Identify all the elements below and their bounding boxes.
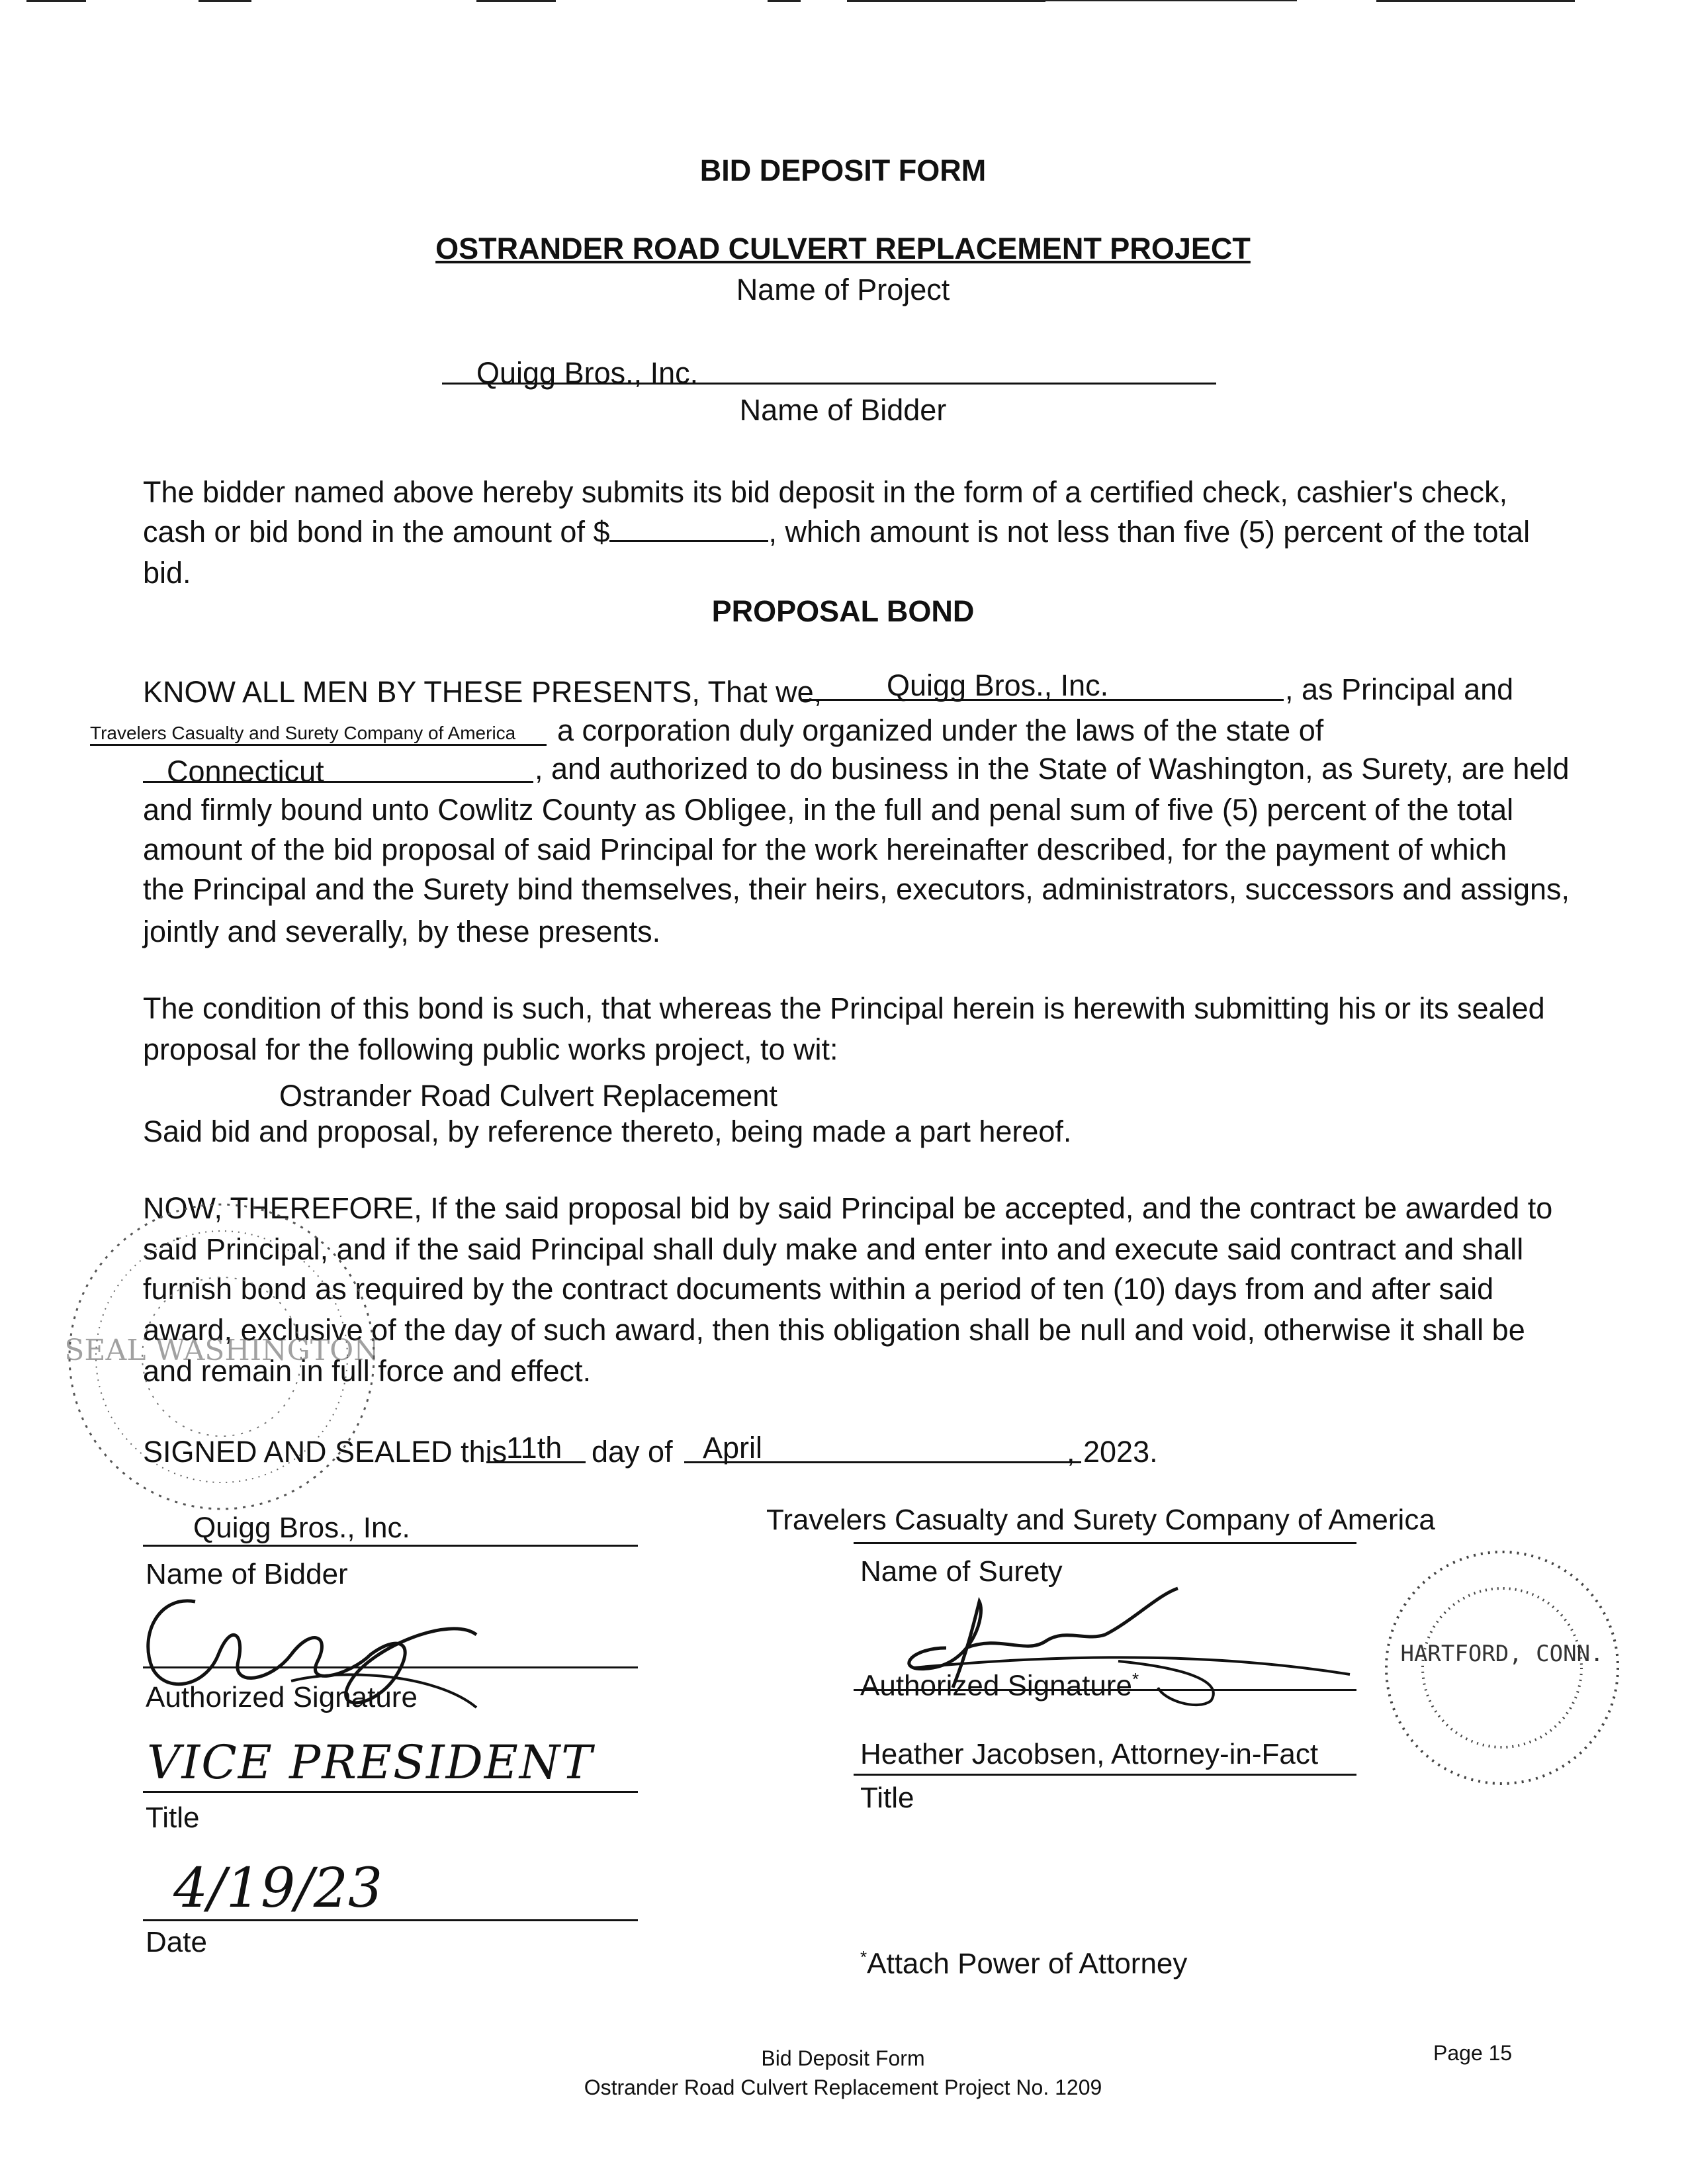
bond-line: amount of the bid proposal of said Principal for the work hereinafter described, for the payment of which bbox=[143, 833, 1507, 866]
note-text: Attach Power of Attorney bbox=[867, 1947, 1188, 1980]
principal-underline bbox=[801, 699, 1284, 701]
reference-line: Said bid and proposal, by reference thereto, being made a part hereof. bbox=[143, 1115, 1072, 1148]
bidder-caption: Name of Bidder bbox=[739, 393, 947, 427]
condition-line: The condition of this bond is such, that whereas the Principal herein is herewith submitting his or its sealed bbox=[143, 991, 1545, 1025]
left-date-caption: Date bbox=[146, 1926, 207, 1958]
footer-line2: Ostrander Road Culvert Replacement Project No. 1209 bbox=[584, 2075, 1102, 2099]
project-caption: Name of Project bbox=[736, 273, 950, 306]
therefore-line: furnish bond as required by the contract documents within a period of ten (10) days from and after said bbox=[143, 1272, 1494, 1306]
amount-field[interactable] bbox=[609, 518, 768, 542]
signed-year: , 2023. bbox=[1067, 1435, 1158, 1469]
right-title-value: Heather Jacobsen, Attorney-in-Fact bbox=[860, 1738, 1319, 1770]
scan-mark bbox=[1045, 0, 1297, 1]
right-surety-underline bbox=[854, 1542, 1356, 1544]
corporate-seal bbox=[46, 1185, 397, 1529]
scan-mark bbox=[199, 0, 251, 2]
principal-value: Quigg Bros., Inc. bbox=[887, 668, 1109, 702]
right-surety-value: Travelers Casualty and Surety Company of America bbox=[766, 1504, 1435, 1536]
signed-prefix: SIGNED AND SEALED this bbox=[143, 1435, 508, 1469]
surety-seal bbox=[1370, 1542, 1634, 1800]
bond-line: and firmly bound unto Cowlitz County as Obligee, in the full and penal sum of five (5) percent of the total bbox=[143, 793, 1514, 827]
know-suffix: , as Principal and bbox=[1285, 672, 1514, 706]
left-signature-caption: Authorized Signature bbox=[146, 1681, 418, 1713]
therefore-line: and remain in full force and effect. bbox=[143, 1354, 592, 1388]
left-title-underline bbox=[143, 1791, 638, 1793]
state-suffix: , and authorized to do business in the State of Washington, as Surety, are held bbox=[535, 752, 1570, 786]
corporation-text: a corporation duly organized under the laws of the state of bbox=[557, 713, 1324, 747]
left-title-caption: Title bbox=[146, 1801, 200, 1834]
day-underline bbox=[486, 1461, 586, 1463]
scan-mark bbox=[1376, 0, 1575, 2]
scan-mark bbox=[476, 0, 556, 2]
therefore-line: said Principal, and if the said Principal shall duly make and enter into and execute said contract and shall bbox=[143, 1232, 1524, 1266]
right-signature-caption: Authorized Signature bbox=[860, 1669, 1132, 1702]
left-signature-underline bbox=[143, 1666, 638, 1668]
surety-seal-text: HARTFORD, CONN. bbox=[1400, 1641, 1604, 1667]
deposit-amount-prefix: cash or bid bond in the amount of $ bbox=[143, 515, 610, 549]
corporate-seal-text: SEAL WASHINGTON bbox=[64, 1334, 379, 1367]
deposit-line3: bid. bbox=[143, 556, 191, 590]
left-title-value: VICE PRESIDENT bbox=[147, 1735, 594, 1790]
deposit-line2 bbox=[143, 515, 1530, 549]
bidder-name-value: Quigg Bros., Inc. bbox=[476, 356, 699, 390]
state-underline bbox=[143, 781, 533, 783]
power-of-attorney-note bbox=[860, 1947, 1187, 1981]
right-surety-caption: Name of Surety bbox=[860, 1555, 1063, 1588]
project-title: OSTRANDER ROAD CULVERT REPLACEMENT PROJECT bbox=[435, 232, 1251, 265]
left-bidder-caption: Name of Bidder bbox=[146, 1558, 348, 1590]
bond-line: jointly and severally, by these presents. bbox=[143, 915, 661, 948]
condition-line: proposal for the following public works project, to wit: bbox=[143, 1032, 838, 1066]
left-bidder-value: Quigg Bros., Inc. bbox=[193, 1512, 410, 1544]
left-date-underline bbox=[143, 1919, 638, 1921]
state-value: Connecticut bbox=[167, 754, 324, 788]
know-prefix: KNOW ALL MEN BY THESE PRESENTS, That we, bbox=[143, 675, 822, 709]
deposit-amount-suffix: , which amount is not less than five (5) percent of the total bbox=[768, 515, 1531, 549]
note-asterisk: * bbox=[860, 1947, 867, 1967]
surety-inline-underline bbox=[90, 744, 547, 746]
deposit-intro: The bidder named above hereby submits its bid deposit in the form of a certified check, cashier's check, bbox=[143, 475, 1508, 509]
left-bidder-underline bbox=[143, 1545, 638, 1547]
right-title-caption: Title bbox=[860, 1782, 914, 1814]
signed-day-of: day of bbox=[592, 1435, 673, 1469]
form-title: BID DEPOSIT FORM bbox=[699, 154, 987, 187]
scan-mark bbox=[847, 0, 1045, 2]
scan-mark bbox=[26, 0, 86, 2]
scan-mark bbox=[768, 0, 801, 2]
signed-month-value[interactable]: April bbox=[703, 1431, 763, 1465]
surety-inline-value: Travelers Casualty and Surety Company of America bbox=[90, 723, 516, 743]
bond-line: the Principal and the Surety bind themselves, their heirs, executors, administrators, successors and assigns, bbox=[143, 872, 1570, 906]
left-date-value: 4/19/23 bbox=[173, 1857, 383, 1920]
right-signature-caption-group bbox=[860, 1669, 1139, 1703]
month-underline bbox=[684, 1461, 1081, 1463]
footer-line1: Bid Deposit Form bbox=[761, 2046, 925, 2070]
signed-day-value[interactable]: 11th bbox=[506, 1431, 562, 1465]
page-number: Page 15 bbox=[1433, 2041, 1513, 2065]
bidder-underline bbox=[442, 383, 1216, 385]
therefore-line: NOW, THEREFORE, If the said proposal bid by said Principal be accepted, and the contract be awarded to bbox=[143, 1191, 1553, 1225]
therefore-line: award, exclusive of the day of such award, then this obligation shall be null and void, otherwise it shall be bbox=[143, 1313, 1525, 1347]
proposal-bond-heading: PROPOSAL BOND bbox=[711, 594, 975, 628]
project-name: Ostrander Road Culvert Replacement bbox=[279, 1079, 777, 1113]
right-title-underline bbox=[854, 1774, 1356, 1776]
asterisk-mark: * bbox=[1131, 1669, 1139, 1689]
